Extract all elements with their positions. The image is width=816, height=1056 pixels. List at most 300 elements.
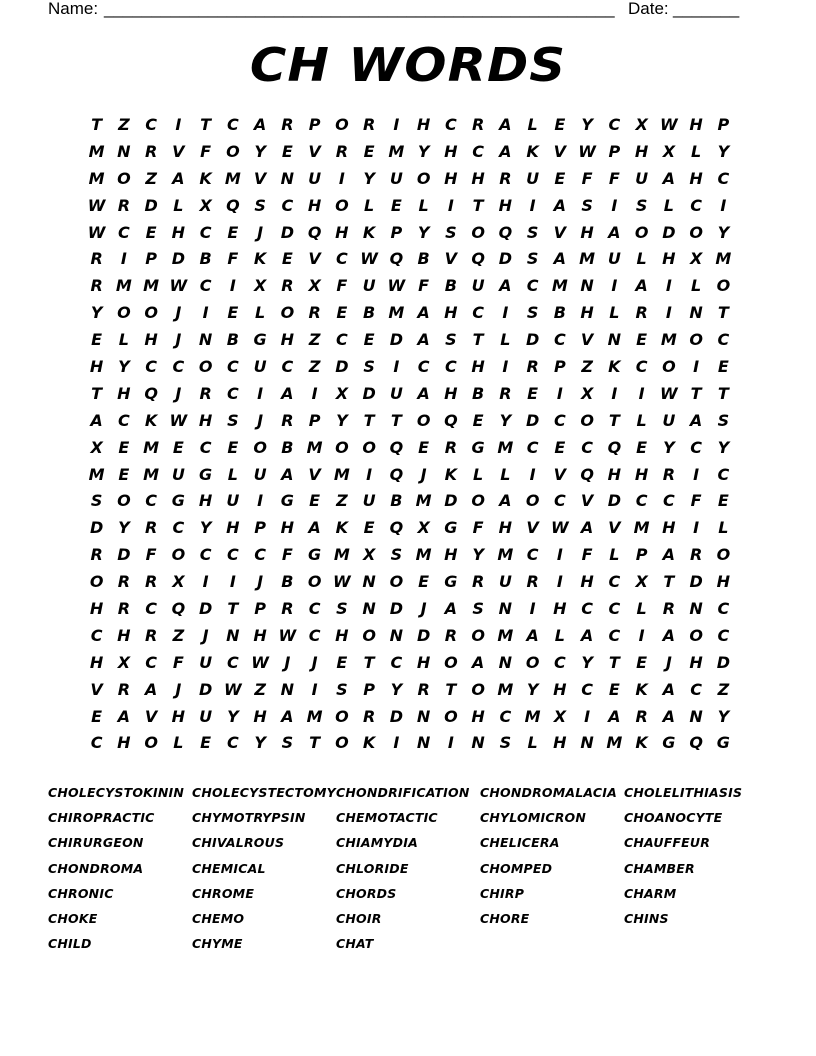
grid-letter[interactable]: R <box>281 598 294 618</box>
grid-letter[interactable]: R <box>117 572 131 592</box>
grid-letter[interactable]: I <box>120 249 127 269</box>
grid-letter[interactable]: W <box>360 249 378 269</box>
grid-letter[interactable]: A <box>281 383 294 403</box>
grid-letter[interactable]: L <box>473 464 484 484</box>
grid-letter[interactable]: L <box>173 195 184 215</box>
grid-letter[interactable]: C <box>227 733 239 753</box>
grid-letter[interactable]: G <box>308 545 322 565</box>
grid-letter[interactable]: C <box>227 383 239 403</box>
grid-letter[interactable]: R <box>662 464 676 484</box>
grid-letter[interactable]: B <box>226 330 239 350</box>
grid-letter[interactable]: V <box>444 249 458 269</box>
grid-letter[interactable]: O <box>525 491 540 511</box>
grid-letter[interactable]: R <box>199 383 212 403</box>
name-field[interactable]: ______________________________________________________ <box>104 0 615 18</box>
grid-letter[interactable]: T <box>472 195 484 215</box>
grid-letter[interactable]: I <box>311 679 318 699</box>
grid-letter[interactable]: C <box>308 625 321 645</box>
grid-letter[interactable]: Y <box>336 410 348 430</box>
grid-letter[interactable]: U <box>662 410 676 430</box>
grid-letter[interactable]: R <box>144 572 158 592</box>
grid-letter[interactable]: Y <box>118 356 130 376</box>
grid-letter[interactable]: N <box>362 598 376 618</box>
grid-letter[interactable]: H <box>335 222 349 242</box>
grid-letter[interactable]: O <box>580 410 594 430</box>
grid-letter[interactable]: T <box>717 383 729 403</box>
grid-letter[interactable]: I <box>611 195 618 215</box>
grid-letter[interactable]: F <box>472 518 484 538</box>
grid-letter[interactable]: J <box>311 652 318 672</box>
grid-letter[interactable]: C <box>690 195 702 215</box>
grid-letter[interactable]: C <box>554 491 566 511</box>
grid-letter[interactable]: M <box>115 276 132 296</box>
grid-letter[interactable]: L <box>609 303 620 323</box>
grid-letter[interactable]: A <box>580 518 594 538</box>
grid-letter[interactable]: L <box>691 141 702 161</box>
grid-letter[interactable]: X <box>335 383 349 403</box>
grid-letter[interactable]: H <box>416 652 431 672</box>
grid-letter[interactable]: S <box>526 222 539 242</box>
grid-letter[interactable]: S <box>363 356 375 376</box>
grid-letter[interactable]: E <box>418 572 430 592</box>
grid-letter[interactable]: E <box>200 733 212 753</box>
grid-letter[interactable]: W <box>387 276 406 296</box>
grid-letter[interactable]: S <box>472 598 484 618</box>
grid-letter[interactable]: J <box>202 625 209 645</box>
grid-letter[interactable]: U <box>253 464 267 484</box>
grid-letter[interactable]: E <box>554 437 566 457</box>
grid-letter[interactable]: Y <box>118 518 130 538</box>
grid-letter[interactable]: Q <box>471 249 485 269</box>
grid-letter[interactable]: D <box>416 625 431 645</box>
grid-letter[interactable]: H <box>253 625 267 645</box>
grid-letter[interactable]: O <box>662 356 676 376</box>
grid-letter[interactable]: F <box>281 545 293 565</box>
grid-letter[interactable]: S <box>227 410 239 430</box>
grid-letter[interactable]: W <box>169 410 188 430</box>
grid-letter[interactable]: O <box>471 222 485 242</box>
grid-letter[interactable]: C <box>581 679 593 699</box>
grid-letter[interactable]: R <box>90 249 103 269</box>
grid-letter[interactable]: C <box>472 141 484 161</box>
grid-letter[interactable]: E <box>118 437 130 457</box>
grid-letter[interactable]: C <box>199 437 212 457</box>
grid-letter[interactable]: C <box>172 518 185 538</box>
grid-letter[interactable]: O <box>362 625 376 645</box>
grid-letter[interactable]: E <box>227 437 239 457</box>
grid-letter[interactable]: L <box>118 330 129 350</box>
grid-letter[interactable]: B <box>363 303 376 323</box>
grid-letter[interactable]: N <box>280 168 295 188</box>
grid-letter[interactable]: P <box>308 114 321 134</box>
grid-letter[interactable]: N <box>362 572 376 592</box>
grid-letter[interactable]: I <box>502 303 509 323</box>
grid-letter[interactable]: S <box>336 679 348 699</box>
grid-letter[interactable]: D <box>716 652 731 672</box>
grid-letter[interactable]: E <box>418 437 430 457</box>
grid-letter[interactable]: X <box>580 383 594 403</box>
grid-letter[interactable]: O <box>117 168 131 188</box>
grid-letter[interactable]: M <box>579 249 596 269</box>
grid-letter[interactable]: I <box>338 168 345 188</box>
grid-letter[interactable]: O <box>117 491 131 511</box>
grid-letter[interactable]: R <box>526 356 539 376</box>
grid-letter[interactable]: H <box>198 410 213 430</box>
grid-letter[interactable]: H <box>607 464 622 484</box>
grid-letter[interactable]: P <box>554 356 566 376</box>
grid-letter[interactable]: G <box>471 437 485 457</box>
grid-letter[interactable]: H <box>280 518 295 538</box>
grid-letter[interactable]: H <box>89 356 104 376</box>
grid-letter[interactable]: Q <box>689 733 703 753</box>
grid-letter[interactable]: Y <box>581 652 593 672</box>
grid-letter[interactable]: K <box>608 356 621 376</box>
grid-letter[interactable]: S <box>635 195 648 215</box>
grid-letter[interactable]: N <box>226 625 240 645</box>
grid-letter[interactable]: H <box>471 168 485 188</box>
grid-letter[interactable]: X <box>172 572 185 592</box>
grid-letter[interactable]: C <box>445 356 457 376</box>
grid-letter[interactable]: Y <box>417 222 430 242</box>
grid-letter[interactable]: V <box>526 518 539 538</box>
grid-letter[interactable]: G <box>662 733 676 753</box>
grid-letter[interactable]: A <box>499 114 512 134</box>
grid-letter[interactable]: P <box>145 249 157 269</box>
grid-letter[interactable]: M <box>88 141 105 161</box>
grid-letter[interactable]: S <box>526 249 539 269</box>
grid-letter[interactable]: J <box>175 679 182 699</box>
grid-letter[interactable]: O <box>444 706 458 726</box>
grid-letter[interactable]: K <box>199 168 212 188</box>
grid-letter[interactable]: U <box>607 249 621 269</box>
grid-letter[interactable]: H <box>226 518 240 538</box>
grid-letter[interactable]: T <box>91 114 103 134</box>
grid-letter[interactable]: C <box>554 330 566 350</box>
grid-letter[interactable]: E <box>363 518 375 538</box>
grid-letter[interactable]: M <box>415 491 432 511</box>
grid-letter[interactable]: O <box>335 437 349 457</box>
grid-letter[interactable]: R <box>362 114 376 134</box>
grid-letter[interactable]: K <box>526 141 539 161</box>
grid-letter[interactable]: V <box>553 141 567 161</box>
grid-letter[interactable]: H <box>689 114 703 134</box>
grid-letter[interactable]: I <box>366 464 373 484</box>
grid-letter[interactable]: A <box>417 383 430 403</box>
grid-letter[interactable]: H <box>498 518 513 538</box>
grid-letter[interactable]: O <box>525 652 540 672</box>
grid-letter[interactable]: I <box>665 303 672 323</box>
grid-letter[interactable]: H <box>553 679 567 699</box>
grid-letter[interactable]: M <box>224 168 241 188</box>
grid-letter[interactable]: N <box>389 625 404 645</box>
grid-letter[interactable]: D <box>117 545 131 565</box>
grid-letter[interactable]: M <box>333 545 350 565</box>
grid-letter[interactable]: H <box>444 383 458 403</box>
grid-letter[interactable]: C <box>281 356 294 376</box>
grid-letter[interactable]: Q <box>498 222 513 242</box>
grid-letter[interactable]: E <box>309 491 321 511</box>
grid-letter[interactable]: E <box>91 330 103 350</box>
grid-letter[interactable]: W <box>87 195 106 215</box>
grid-letter[interactable]: O <box>689 330 703 350</box>
grid-letter[interactable]: X <box>635 572 648 592</box>
grid-letter[interactable]: V <box>580 330 594 350</box>
grid-letter[interactable]: V <box>308 464 321 484</box>
grid-letter[interactable]: H <box>117 625 131 645</box>
grid-letter[interactable]: H <box>689 168 703 188</box>
grid-letter[interactable]: G <box>171 491 185 511</box>
grid-letter[interactable]: J <box>257 410 264 430</box>
grid-letter[interactable]: N <box>498 598 513 618</box>
grid-letter[interactable]: T <box>445 679 457 699</box>
grid-letter[interactable]: I <box>393 733 400 753</box>
grid-letter[interactable]: R <box>635 303 648 323</box>
grid-letter[interactable]: V <box>144 706 158 726</box>
grid-letter[interactable]: C <box>608 625 621 645</box>
grid-letter[interactable]: Y <box>390 679 403 699</box>
grid-letter[interactable]: P <box>608 141 621 161</box>
grid-letter[interactable]: L <box>636 598 647 618</box>
grid-letter[interactable]: U <box>199 706 213 726</box>
grid-letter[interactable]: U <box>226 491 240 511</box>
grid-letter[interactable]: C <box>690 437 702 457</box>
grid-letter[interactable]: V <box>608 518 621 538</box>
grid-letter[interactable]: Z <box>336 491 348 511</box>
grid-letter[interactable]: H <box>716 572 731 592</box>
grid-letter[interactable]: C <box>227 356 239 376</box>
grid-letter[interactable]: N <box>689 598 703 618</box>
grid-letter[interactable]: S <box>90 491 103 511</box>
grid-letter[interactable]: K <box>444 464 458 484</box>
grid-letter[interactable]: C <box>499 706 512 726</box>
grid-letter[interactable]: E <box>336 303 348 323</box>
grid-letter[interactable]: V <box>308 141 321 161</box>
grid-letter[interactable]: H <box>89 598 104 618</box>
grid-letter[interactable]: O <box>471 491 485 511</box>
grid-letter[interactable]: R <box>90 276 103 296</box>
grid-letter[interactable]: E <box>390 195 402 215</box>
grid-letter[interactable]: I <box>693 464 700 484</box>
grid-letter[interactable]: T <box>363 410 375 430</box>
grid-letter[interactable]: Z <box>717 679 730 699</box>
grid-letter[interactable]: Z <box>581 356 593 376</box>
grid-letter[interactable]: C <box>145 491 157 511</box>
grid-letter[interactable]: E <box>363 141 375 161</box>
grid-letter[interactable]: Y <box>717 706 730 726</box>
grid-letter[interactable]: C <box>336 249 348 269</box>
grid-letter[interactable]: D <box>389 598 404 618</box>
grid-letter[interactable]: K <box>635 733 648 753</box>
grid-letter[interactable]: C <box>472 303 484 323</box>
grid-letter[interactable]: Y <box>717 141 730 161</box>
grid-letter[interactable]: Y <box>581 114 593 134</box>
grid-letter[interactable]: M <box>497 625 514 645</box>
grid-letter[interactable]: E <box>636 652 648 672</box>
grid-letter[interactable]: O <box>416 168 431 188</box>
grid-letter[interactable]: D <box>498 249 513 269</box>
grid-letter[interactable]: L <box>255 303 266 323</box>
grid-letter[interactable]: A <box>553 249 567 269</box>
grid-letter[interactable]: J <box>420 598 427 618</box>
grid-letter[interactable]: C <box>417 356 430 376</box>
grid-letter[interactable]: J <box>284 652 291 672</box>
grid-letter[interactable]: F <box>145 545 157 565</box>
grid-letter[interactable]: Y <box>472 545 484 565</box>
grid-letter[interactable]: B <box>390 491 403 511</box>
grid-letter[interactable]: S <box>499 733 512 753</box>
grid-letter[interactable]: M <box>88 464 105 484</box>
grid-letter[interactable]: O <box>280 303 295 323</box>
grid-letter[interactable]: T <box>717 303 729 323</box>
grid-letter[interactable]: A <box>281 464 294 484</box>
grid-letter[interactable]: H <box>580 572 594 592</box>
grid-letter[interactable]: F <box>581 168 593 188</box>
grid-letter[interactable]: C <box>227 545 239 565</box>
grid-letter[interactable]: A <box>662 625 676 645</box>
grid-letter[interactable]: C <box>690 679 702 699</box>
grid-letter[interactable]: L <box>418 195 429 215</box>
grid-letter[interactable]: H <box>416 114 431 134</box>
grid-letter[interactable]: H <box>444 168 458 188</box>
grid-letter[interactable]: C <box>526 437 539 457</box>
grid-letter[interactable]: I <box>202 572 209 592</box>
grid-letter[interactable]: E <box>636 437 648 457</box>
grid-letter[interactable]: N <box>416 706 431 726</box>
grid-letter[interactable]: C <box>199 545 212 565</box>
grid-letter[interactable]: W <box>87 222 106 242</box>
grid-letter[interactable]: M <box>306 437 323 457</box>
grid-letter[interactable]: C <box>90 733 103 753</box>
grid-letter[interactable]: I <box>175 114 182 134</box>
grid-letter[interactable]: N <box>117 141 131 161</box>
grid-letter[interactable]: H <box>171 222 186 242</box>
grid-letter[interactable]: O <box>689 625 703 645</box>
grid-letter[interactable]: U <box>308 168 322 188</box>
grid-letter[interactable]: R <box>144 141 158 161</box>
grid-letter[interactable]: Y <box>254 141 266 161</box>
grid-letter[interactable]: L <box>500 330 511 350</box>
grid-letter[interactable]: H <box>471 356 485 376</box>
grid-letter[interactable]: R <box>499 168 512 188</box>
grid-letter[interactable]: A <box>281 706 294 726</box>
grid-letter[interactable]: O <box>171 545 186 565</box>
grid-letter[interactable]: D <box>280 222 295 242</box>
grid-letter[interactable]: I <box>229 276 236 296</box>
grid-letter[interactable]: B <box>281 437 294 457</box>
grid-letter[interactable]: L <box>554 625 565 645</box>
grid-letter[interactable]: R <box>444 437 458 457</box>
grid-letter[interactable]: I <box>202 303 209 323</box>
grid-letter[interactable]: O <box>362 437 376 457</box>
grid-letter[interactable]: S <box>526 303 539 323</box>
grid-letter[interactable]: Q <box>307 222 322 242</box>
grid-letter[interactable]: C <box>717 168 730 188</box>
grid-letter[interactable]: L <box>636 410 647 430</box>
grid-letter[interactable]: Y <box>526 679 539 699</box>
grid-letter[interactable]: F <box>200 141 212 161</box>
grid-letter[interactable]: D <box>171 249 186 269</box>
grid-letter[interactable]: C <box>227 114 239 134</box>
grid-letter[interactable]: J <box>665 652 672 672</box>
grid-letter[interactable]: U <box>498 572 512 592</box>
grid-letter[interactable]: G <box>199 464 213 484</box>
grid-letter[interactable]: R <box>499 383 512 403</box>
grid-letter[interactable]: A <box>499 491 512 511</box>
grid-letter[interactable]: M <box>606 733 623 753</box>
grid-letter[interactable]: C <box>145 652 157 672</box>
grid-letter[interactable]: E <box>227 222 239 242</box>
grid-letter[interactable]: B <box>417 249 430 269</box>
grid-letter[interactable]: O <box>716 276 731 296</box>
grid-letter[interactable]: D <box>389 706 404 726</box>
grid-letter[interactable]: X <box>553 706 567 726</box>
grid-letter[interactable]: C <box>172 356 185 376</box>
grid-letter[interactable]: K <box>335 518 349 538</box>
grid-letter[interactable]: S <box>717 410 730 430</box>
grid-letter[interactable]: C <box>199 222 212 242</box>
grid-letter[interactable]: I <box>693 356 700 376</box>
grid-letter[interactable]: O <box>226 141 240 161</box>
grid-letter[interactable]: G <box>716 733 730 753</box>
grid-letter[interactable]: C <box>526 545 539 565</box>
grid-letter[interactable]: O <box>335 706 349 726</box>
grid-letter[interactable]: C <box>635 491 648 511</box>
grid-letter[interactable]: X <box>199 195 212 215</box>
grid-letter[interactable]: C <box>227 652 239 672</box>
grid-letter[interactable]: L <box>718 518 729 538</box>
grid-letter[interactable]: I <box>611 383 618 403</box>
grid-letter[interactable]: Z <box>172 625 185 645</box>
grid-letter[interactable]: D <box>89 518 104 538</box>
grid-letter[interactable]: U <box>199 652 213 672</box>
grid-letter[interactable]: I <box>529 464 536 484</box>
grid-letter[interactable]: C <box>526 276 539 296</box>
grid-letter[interactable]: S <box>336 598 348 618</box>
grid-letter[interactable]: H <box>280 330 295 350</box>
grid-letter[interactable]: B <box>472 383 485 403</box>
grid-letter[interactable]: E <box>472 410 484 430</box>
grid-letter[interactable]: U <box>362 276 376 296</box>
grid-letter[interactable]: R <box>471 114 485 134</box>
grid-letter[interactable]: O <box>634 222 649 242</box>
grid-letter[interactable]: Y <box>227 706 239 726</box>
grid-letter[interactable]: C <box>581 598 593 618</box>
grid-letter[interactable]: G <box>253 330 267 350</box>
grid-letter[interactable]: K <box>144 410 158 430</box>
grid-letter[interactable]: D <box>525 410 540 430</box>
grid-letter[interactable]: J <box>420 464 427 484</box>
grid-letter[interactable]: V <box>253 168 267 188</box>
grid-letter[interactable]: E <box>717 356 729 376</box>
grid-letter[interactable]: C <box>145 598 157 618</box>
grid-letter[interactable]: D <box>525 330 540 350</box>
grid-letter[interactable]: Z <box>254 679 266 699</box>
grid-letter[interactable]: U <box>526 168 540 188</box>
grid-letter[interactable]: O <box>144 733 158 753</box>
grid-letter[interactable]: P <box>390 222 403 242</box>
grid-letter[interactable]: H <box>634 141 649 161</box>
grid-letter[interactable]: R <box>144 625 158 645</box>
grid-letter[interactable]: L <box>227 464 238 484</box>
grid-letter[interactable]: O <box>307 572 322 592</box>
grid-letter[interactable]: H <box>117 733 131 753</box>
grid-letter[interactable]: M <box>333 464 350 484</box>
grid-letter[interactable]: H <box>307 195 322 215</box>
grid-letter[interactable]: R <box>635 706 648 726</box>
grid-letter[interactable]: I <box>584 706 591 726</box>
grid-letter[interactable]: J <box>175 383 182 403</box>
grid-letter[interactable]: M <box>143 464 160 484</box>
